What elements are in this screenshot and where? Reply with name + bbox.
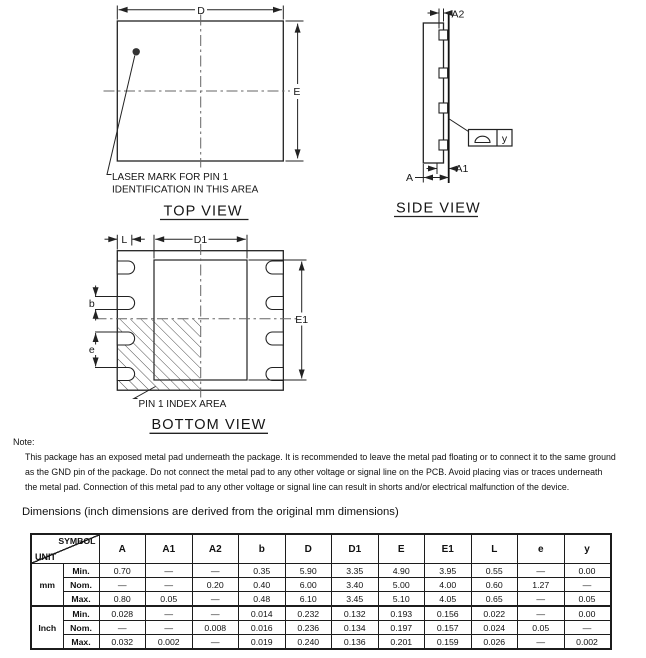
value-cell: 0.05 [564, 592, 611, 607]
dimensions-heading: Dimensions (inch dimensions are derived from the original mm dimensions) [22, 506, 399, 518]
value-cell: — [518, 635, 565, 650]
dim-label-e: e [88, 343, 95, 356]
value-cell: 3.95 [425, 564, 472, 578]
dim-label-E: E [293, 85, 301, 98]
bottom-view-right-pads [266, 261, 283, 381]
value-cell: 0.024 [471, 621, 518, 635]
value-cell: 0.00 [564, 606, 611, 621]
value-cell: 0.40 [239, 578, 286, 592]
value-cell: 0.016 [239, 621, 286, 635]
symbol-header: A [99, 534, 146, 564]
dim-label-A1: A1 [455, 163, 469, 175]
dim-L [105, 234, 145, 250]
value-cell: 5.90 [285, 564, 332, 578]
dim-label-b: b [88, 297, 95, 310]
value-cell: 0.159 [425, 635, 472, 650]
dim-label-L: L [121, 234, 128, 246]
value-cell: 0.60 [471, 578, 518, 592]
value-cell: 4.05 [425, 592, 472, 607]
value-cell: 1.27 [518, 578, 565, 592]
value-cell: 0.20 [192, 578, 239, 592]
symbol-header: y [564, 534, 611, 564]
flatness-flag [449, 119, 513, 147]
row-max-label: Max. [63, 635, 99, 650]
value-cell: 3.40 [332, 578, 379, 592]
value-cell: 0.55 [471, 564, 518, 578]
top-view-centerlines [104, 15, 291, 168]
symbol-header: b [239, 534, 286, 564]
value-cell: 0.240 [285, 635, 332, 650]
value-cell: — [146, 578, 193, 592]
value-cell: 0.156 [425, 606, 472, 621]
value-cell: 0.014 [239, 606, 286, 621]
value-cell: 0.236 [285, 621, 332, 635]
row-nom-label: Nom. [63, 621, 99, 635]
value-cell: 6.10 [285, 592, 332, 607]
value-cell: 3.35 [332, 564, 379, 578]
value-cell: — [518, 592, 565, 607]
dim-label-D: D [197, 4, 205, 17]
value-cell: 0.132 [332, 606, 379, 621]
value-cell: — [192, 564, 239, 578]
unit-mm-label: mm [31, 564, 63, 607]
value-cell: — [564, 578, 611, 592]
value-cell: — [146, 621, 193, 635]
value-cell: — [518, 606, 565, 621]
value-cell: 0.028 [99, 606, 146, 621]
dim-label-E1: E1 [295, 313, 309, 326]
laser-mark-note-line1: LASER MARK FOR PIN 1 [112, 172, 229, 183]
value-cell: 4.90 [378, 564, 425, 578]
value-cell: 0.008 [192, 621, 239, 635]
value-cell: 0.201 [378, 635, 425, 650]
note-line: This package has an exposed metal pad underneath the package. It is recommended to leave the metal pad floating or to connect it to the same ground [25, 451, 616, 462]
symbol-header: e [518, 534, 565, 564]
value-cell: 0.65 [471, 592, 518, 607]
value-cell: — [192, 606, 239, 621]
bottom-view-title: BOTTOM VIEW [151, 417, 267, 433]
value-cell: 0.022 [471, 606, 518, 621]
dim-A [406, 164, 449, 184]
dim-E1 [249, 260, 309, 380]
value-cell: — [192, 592, 239, 607]
value-cell: 0.026 [471, 635, 518, 650]
value-cell: — [146, 606, 193, 621]
laser-mark-leader-line [107, 56, 135, 175]
flatness-flag-leader [449, 119, 469, 132]
value-cell: — [99, 621, 146, 635]
value-cell: — [99, 578, 146, 592]
value-cell: 0.136 [332, 635, 379, 650]
value-cell: 0.70 [99, 564, 146, 578]
row-nom-label: Nom. [63, 578, 99, 592]
dim-label-A2: A2 [451, 8, 465, 21]
row-max-label: Max. [63, 592, 99, 607]
symbol-header: D [285, 534, 332, 564]
dim-b [89, 286, 119, 321]
unit-inch-label: Inch [31, 606, 63, 649]
dim-A2 [428, 8, 465, 28]
value-cell: — [192, 635, 239, 650]
laser-mark-dot [133, 48, 140, 55]
value-cell: — [146, 564, 193, 578]
value-cell: 4.00 [425, 578, 472, 592]
value-cell: 5.00 [378, 578, 425, 592]
symbol-header: E [378, 534, 425, 564]
value-cell: 0.232 [285, 606, 332, 621]
value-cell: 0.002 [146, 635, 193, 650]
value-cell: 0.019 [239, 635, 286, 650]
flatness-flag-label: y [501, 132, 508, 145]
corner-symbol-label: SYMBOL [58, 536, 96, 546]
value-cell: 0.157 [425, 621, 472, 635]
pin1-index-area-label: PIN 1 INDEX AREA [138, 398, 227, 410]
value-cell: 0.002 [564, 635, 611, 650]
note-line: as the GND pin of the package. Do not connect the metal pad to any other voltage or signal line on the PCB. Avoid placing vias or traces underneath [25, 466, 603, 477]
top-view-title: TOP VIEW [163, 203, 243, 220]
value-cell: 0.05 [518, 621, 565, 635]
symbol-header: L [471, 534, 518, 564]
value-cell: 0.48 [239, 592, 286, 607]
dimensions-table [30, 533, 612, 650]
side-view [394, 8, 512, 216]
row-min-label: Min. [63, 606, 99, 621]
symbol-header: A1 [146, 534, 193, 564]
dim-label-A: A [406, 172, 414, 184]
value-cell: 3.45 [332, 592, 379, 607]
symbol-unit-corner-cell [31, 534, 99, 564]
symbol-header: D1 [332, 534, 379, 564]
value-cell: 0.197 [378, 621, 425, 635]
corner-unit-label: UNIT [35, 552, 56, 562]
laser-mark-note-line2: IDENTIFICATION IN THIS AREA [112, 184, 259, 196]
value-cell: 0.134 [332, 621, 379, 635]
dim-A1 [427, 163, 469, 175]
note-label: Note: [13, 437, 35, 447]
row-min-label: Min. [63, 564, 99, 578]
value-cell: 0.032 [99, 635, 146, 650]
value-cell: 0.35 [239, 564, 286, 578]
value-cell: 5.10 [378, 592, 425, 607]
dim-e [89, 332, 119, 368]
value-cell: 6.00 [285, 578, 332, 592]
symbol-header: E1 [425, 534, 472, 564]
value-cell: 0.193 [378, 606, 425, 621]
value-cell: — [564, 621, 611, 635]
top-view [104, 5, 304, 220]
value-cell: — [518, 564, 565, 578]
note-line: the metal pad. Connection of this metal pad to any other voltage or signal line can result in shorts and/or electrical malfunction of the device. [25, 481, 570, 492]
bottom-view [89, 234, 308, 433]
side-view-title: SIDE VIEW [396, 200, 481, 217]
value-cell: 0.00 [564, 564, 611, 578]
value-cell: 0.80 [99, 592, 146, 607]
value-cell: 0.05 [146, 592, 193, 607]
dim-label-D1: D1 [193, 234, 208, 246]
symbol-header: A2 [192, 534, 239, 564]
